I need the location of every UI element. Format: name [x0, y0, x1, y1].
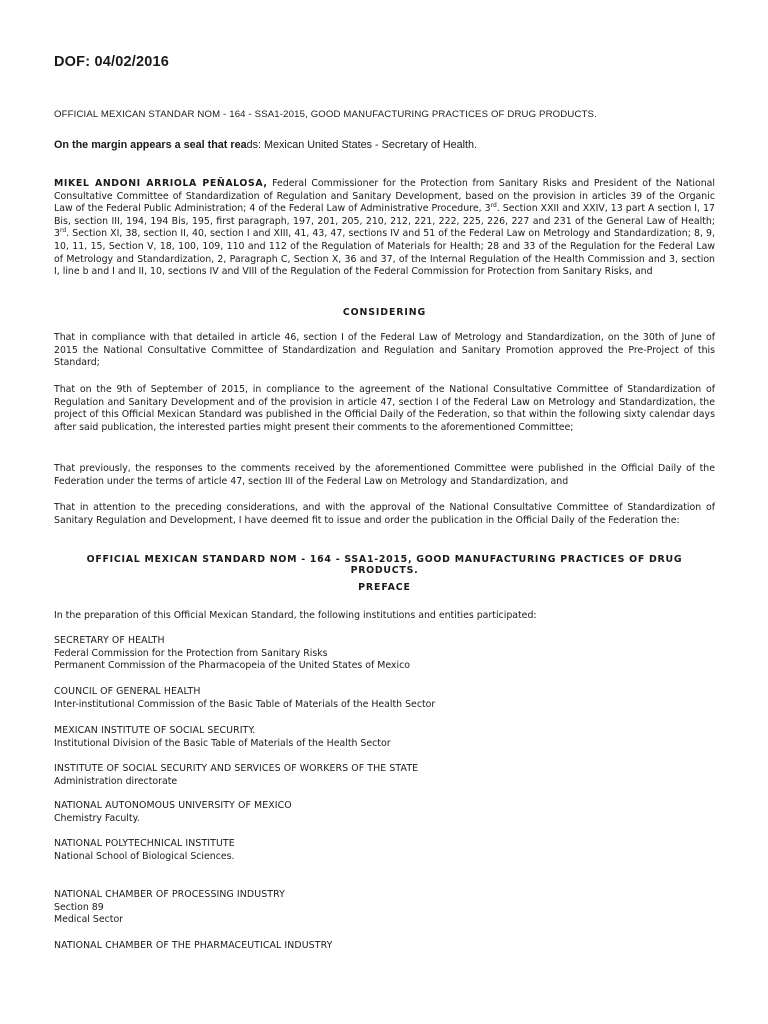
institution-sub: Federal Commission for the Protection from Sanitary Risks: [54, 647, 328, 659]
superscript-rd-1: rd: [490, 202, 497, 210]
institution-name: NATIONAL AUTONOMOUS UNIVERSITY OF MEXICO: [54, 800, 292, 811]
institution-block: [54, 889, 715, 927]
institution-sub: Chemistry Faculty.: [54, 812, 140, 824]
considering-paragraph-1: That in compliance with that detailed in article 46, section I of the Federal Law of Metrology and Standardization, on the 30th of June of 2015 the National Consultative Committee of Standardization and Regulation and Sanitary Promotion approved the Pre-Project of this Standard;: [54, 332, 715, 369]
seal-line-bold: On the margin appears a seal that rea: [54, 139, 247, 151]
seal-line: [54, 139, 477, 151]
considering-paragraph-3: That previously, the responses to the comments received by the aforementioned Committee were published in the Official Daily of the Federation under the terms of article 47, section III of the Federal Law on Metrology and Standardization, and: [54, 463, 715, 487]
institution-name: NATIONAL POLYTECHNICAL INSTITUTE: [54, 838, 235, 849]
institution-block: [54, 940, 715, 953]
institution-name: NATIONAL CHAMBER OF THE PHARMACEUTICAL INDUSTRY: [54, 940, 333, 951]
institution-block: [54, 763, 715, 788]
considering-paragraph-4: That in attention to the preceding considerations, and with the approval of the National Consultative Committee of Standardization of Sanitary Regulation and Development, I have deemed fit to issue and order the publication in the Official Daily of the Federation the:: [54, 502, 715, 526]
institution-block: [54, 838, 715, 863]
institution-sub: Institutional Division of the Basic Table of Materials of the Health Sector: [54, 737, 391, 749]
preface-heading: PREFACE: [358, 582, 411, 593]
considering-heading: CONSIDERING: [342, 307, 427, 318]
institution-sub: Permanent Commission of the Pharmacopeia of the United States of Mexico: [54, 660, 410, 672]
seal-line-rest: ds: Mexican United States - Secretary of Health.: [246, 139, 478, 151]
institution-block: [54, 686, 715, 711]
dof-date: DOF: 04/02/2016: [54, 54, 170, 70]
institution-name: MEXICAN INSTITUTE OF SOCIAL SECURITY.: [54, 725, 256, 736]
institution-name: COUNCIL OF GENERAL HEALTH: [54, 686, 201, 697]
considering-paragraph-2: That on the 9th of September of 2015, in compliance to the agreement of the National Consultative Committee of Standardization of Regulation and Sanitary Development and of the provision in article 47, section I of the Federal Law on Metrology and Standardization, the project of this Official Mexican Standard was published in the Official Daily of the Federation, so that within the following sixty calendar days after said publication, the interested parties might present their comments to the aforementioned Committee;: [54, 384, 715, 433]
institution-sub: Section 89: [54, 901, 104, 913]
standard-heading: OFFICIAL MEXICAN STANDARD NOM - 164 - SSA1-2015, GOOD MANUFACTURING PRACTICES OF DRUG PRODUCTS.: [86, 554, 683, 576]
institution-block: [54, 635, 715, 673]
institution-block: [54, 800, 715, 825]
commissioner-name: MIKEL ANDONI ARRIOLA PEÑALOSA,: [54, 178, 268, 189]
preface-intro: In the preparation of this Official Mexican Standard, the following institutions and entities participated:: [54, 610, 537, 621]
commissioner-paragraph: [54, 178, 715, 279]
superscript-rd-2: rd: [59, 227, 67, 235]
institution-sub: National School of Biological Sciences.: [54, 850, 235, 862]
official-title: OFFICIAL MEXICAN STANDAR NOM - 164 - SSA1-2015, GOOD MANUFACTURING PRACTICES OF DRUG PRODUCTS.: [54, 109, 597, 120]
commissioner-text-b: . Section XXII and XXIV, 13 part A section I, 17 Bis, section III, 194, 194 Bis, 195, first paragraph, 197, 201, 205, 210, 212, 221, 222, 225, 226, 227 and 231 of the General Law of Health; 3: [54, 203, 716, 240]
commissioner-text-c: . Section XI, 38, section II, 40, section I and XIII, 41, 43, 47, sections IV and 51 of the Federal Law on Metrology and Standardization; 8, 9, 10, 11, 15, Section V, 18, 100, 109, 110 and 112 of the Regulation of Materials for Health; 28 and 33 of the Regulation for the Federal Law of Metrology and Standardization, 2, Paragraph C, Section X, 36 and 37, of the Internal Regulation of the Health Commission and 3, section I, line b and I and II, 10, sections IV and VIII of the Regulation of the Federal Commission for Protection from Sanitary Risks, and: [54, 228, 715, 278]
institution-name: SECRETARY OF HEALTH: [54, 635, 165, 646]
institution-sub: Administration directorate: [54, 775, 178, 787]
institution-name: NATIONAL CHAMBER OF PROCESSING INDUSTRY: [54, 889, 285, 900]
institution-name: INSTITUTE OF SOCIAL SECURITY AND SERVICES OF WORKERS OF THE STATE: [54, 763, 419, 774]
institution-sub: Inter-institutional Commission of the Basic Table of Materials of the Health Sector: [54, 698, 436, 710]
institution-sub: Medical Sector: [54, 914, 124, 926]
commissioner-text-a: Federal Commissioner for the Protection from Sanitary Risks and President of the National Consultative Committee of Standardization of Regulation and Sanitary Development, based on the provision in articles 39 of the Organic Law of the Federal Public Administration; 4 of the Federal Law of Administrative Procedure, 3: [54, 178, 715, 215]
institution-block: [54, 725, 715, 750]
